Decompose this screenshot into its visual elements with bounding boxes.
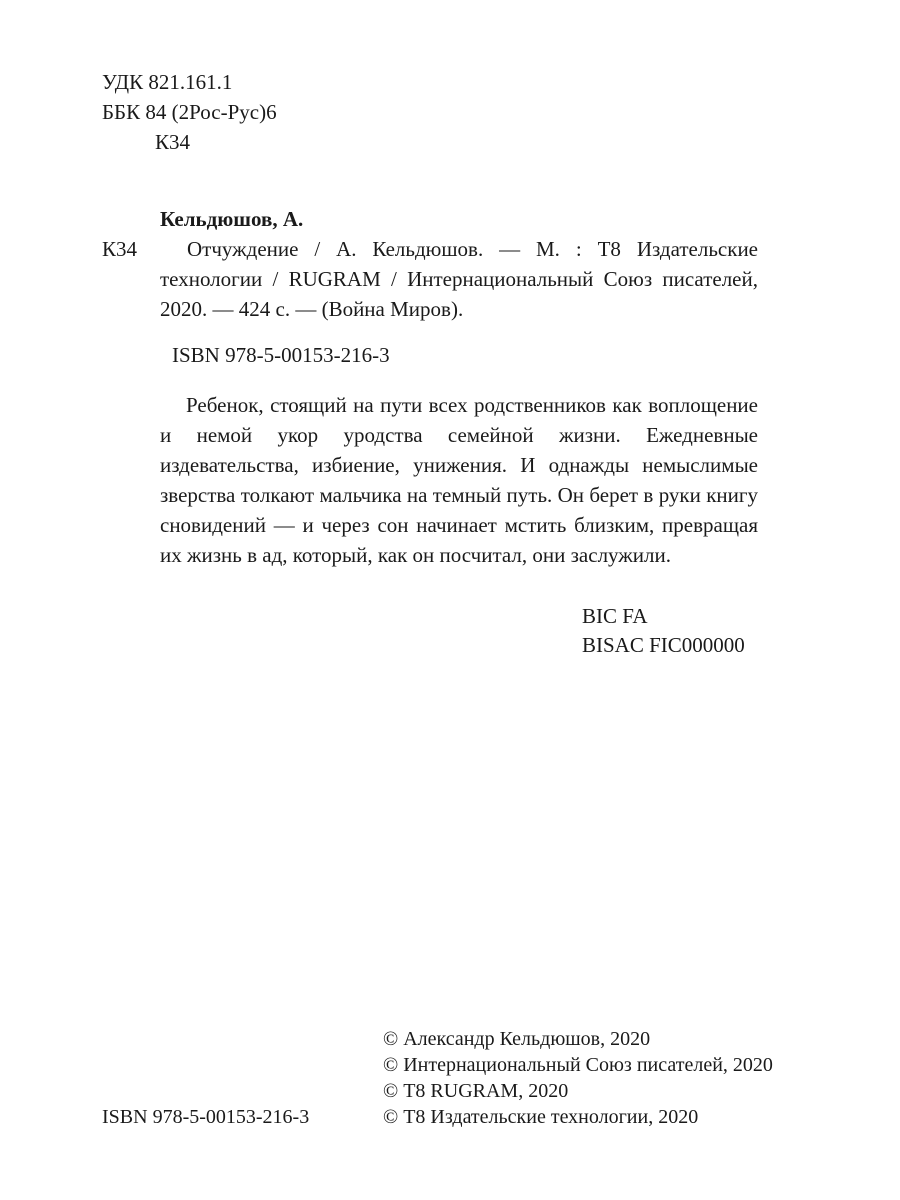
bic-code: BIC FA — [582, 604, 648, 628]
bibliographic-description: Отчуждение / А. Кельдюшов. — М. : Т8 Издательские технологии / RUGRAM / Интернациональный Союз писателей, 2020. — 424 с. — (Война Миров). — [160, 237, 758, 321]
author-mark: К34 — [102, 237, 138, 261]
copyright-line: © Интернациональный Союз писателей, 2020 — [383, 1054, 773, 1076]
bisac-code: BISAC FIC000000 — [582, 633, 745, 657]
udk-code: УДК 821.161.1 — [102, 70, 233, 94]
annotation: Ребенок, стоящий на пути всех родственников как воплощение и немой укор уродства семейной жизни. Ежедневные издевательства, избиение, унижения. И однажды немыслимые зверства толкают мальчика на темный путь. Он берет в руки книгу сновидений — и через сон начинает мстить близким, превращая их жизнь в ад, который, как он посчитал, они заслужили. — [160, 393, 758, 567]
isbn-footer: ISBN 978-5-00153-216-3 — [102, 1106, 310, 1128]
copyright-line: © Т8 Издательские технологии, 2020 — [383, 1106, 699, 1128]
bbk-code: ББК 84 (2Рос-Рус)6 — [102, 100, 277, 124]
copyright-list — [383, 1026, 773, 1130]
author-heading: Кельдюшов, А. — [160, 207, 304, 231]
isbn-record: ISBN 978-5-00153-216-3 — [172, 343, 390, 367]
author-mark-top: К34 — [155, 130, 191, 154]
copyright-line: © Т8 RUGRAM, 2020 — [383, 1080, 569, 1102]
copyright-line: © Александр Кельдюшов, 2020 — [383, 1028, 651, 1050]
